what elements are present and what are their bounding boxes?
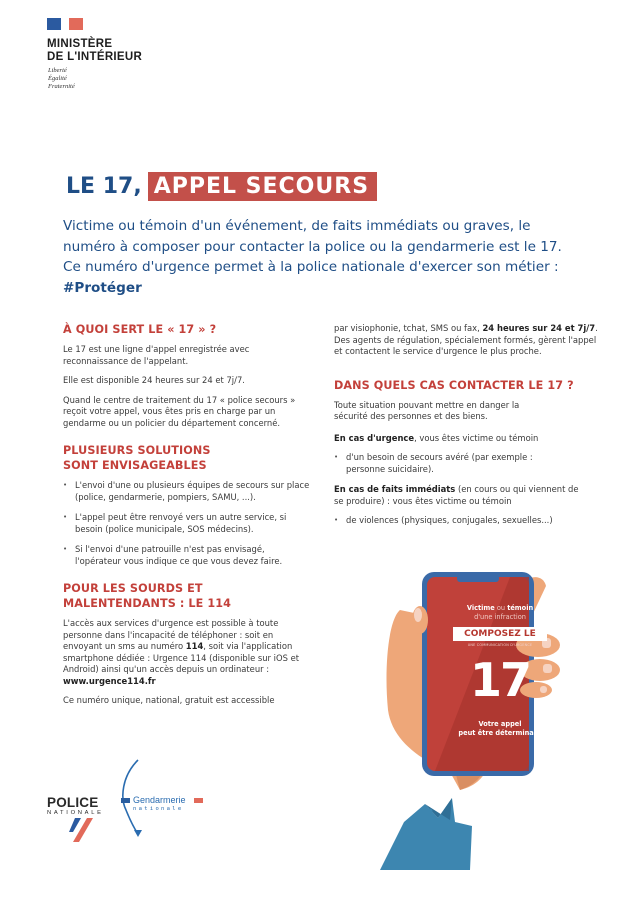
police-line1: POLICE bbox=[47, 795, 99, 810]
solutions-list bbox=[63, 480, 313, 567]
motto-egalite: Égalité bbox=[48, 75, 67, 82]
word-ou: ou bbox=[496, 604, 506, 612]
gendarmerie-blue-bar bbox=[121, 798, 130, 803]
police-stripes-icon bbox=[69, 818, 99, 842]
sleeve-shape bbox=[380, 798, 472, 870]
police-line2: NATIONALE bbox=[47, 810, 104, 816]
lead-text: Victime ou témoin d'un événement, de faits immédiats ou graves, le numéro à composer pour contacter la police ou la gendarmerie est le 17. Ce numéro d'urgence permet à la police nationale d'exercer son métier : bbox=[63, 218, 562, 275]
text: (en cours ou qui viennent de se produire) : vous êtes victime ou témoin bbox=[334, 484, 579, 506]
phone-illustration bbox=[360, 560, 610, 880]
paragraph: Le 17 est une ligne d'appel enregistrée avec reconnaissance de l'appelant. bbox=[63, 344, 250, 366]
phone-notch bbox=[457, 575, 499, 582]
thumb-nail bbox=[414, 608, 422, 622]
bold-text: En cas de faits immédiats bbox=[334, 484, 456, 494]
marianne-flag-icon bbox=[47, 18, 83, 32]
paragraph: Ce numéro unique, national, gratuit est accessible bbox=[63, 695, 275, 705]
button-dot bbox=[428, 809, 433, 814]
phone-bottom-text bbox=[440, 720, 560, 738]
lead-hashtag: #Protéger bbox=[63, 279, 142, 296]
text: , soit via l'application smartphone dédiée : Urgence 114 (disponible sur iOS et Android) ainsi qu'un accès depuis un ordinateur : bbox=[63, 641, 300, 674]
republic-motto bbox=[48, 67, 128, 91]
paragraph: Quand le centre de traitement du 17 « police secours » reçoit votre appel, vous êtes pris en charge par un gendarme ou un policier du département concerné. bbox=[63, 394, 296, 428]
urgence114-link[interactable]: www.urgence114.fr bbox=[63, 675, 156, 686]
word-infraction: d'une infraction bbox=[474, 613, 526, 621]
list-item: • Si l'envoi d'une patrouille n'est pas envisagé, l'opérateur vous indique ce que vous devez faire. bbox=[63, 544, 313, 567]
title-highlight: APPEL SECOURS bbox=[148, 172, 377, 201]
list-item: • L'envoi d'une ou plusieurs équipes de secours sur place (police, gendarmerie, pompiers, SAMU, ...). bbox=[63, 480, 313, 503]
bold-text: En cas d'urgence bbox=[334, 432, 415, 443]
gendarmerie-line2: nationale bbox=[133, 806, 184, 812]
urgence-list bbox=[334, 452, 554, 475]
list-item: • d'un besoin de secours avéré (par exemple : personne suicidaire). bbox=[334, 452, 554, 475]
motto-liberte: Liberté bbox=[48, 67, 67, 74]
phone-victim-text bbox=[440, 604, 560, 622]
phone-compose-label: COMPOSEZ LE bbox=[453, 627, 547, 641]
text: , vous êtes victime ou témoin bbox=[414, 432, 539, 443]
word-victime: Victime bbox=[466, 604, 495, 612]
page-title bbox=[66, 170, 377, 202]
list-item: • de violences (physiques, conjugales, sexuelles...) bbox=[334, 515, 599, 527]
gendarmerie-red-bar bbox=[194, 798, 203, 803]
bottom-line1: Votre appel bbox=[478, 720, 522, 728]
title-number: LE 17, bbox=[66, 173, 142, 199]
text: . Des agents de régulation, spécialement formés, gèrent l'appel et contactent le service d'urgence le plus proche. bbox=[334, 323, 598, 356]
gendarmerie-line1: Gendarmerie bbox=[133, 795, 186, 805]
paragraph-114-continued bbox=[334, 323, 599, 358]
right-column bbox=[334, 323, 599, 536]
lead-paragraph bbox=[63, 216, 583, 298]
phone-number-17: 17 bbox=[469, 653, 530, 707]
ministry-name-line2: DE L'INTÉRIEUR bbox=[47, 51, 143, 63]
sms-number: 114 bbox=[185, 641, 204, 651]
availability: 24 heures sur 24 et 7j/7 bbox=[482, 323, 596, 333]
motto-fraternite: Fraternité bbox=[48, 83, 75, 90]
heading-sourds: POUR LES SOURDS ET MALENTENDANTS : LE 114 bbox=[63, 582, 232, 610]
paragraph-urgence bbox=[334, 433, 599, 445]
heading-dans-quels-cas: DANS QUELS CAS CONTACTER LE 17 ? bbox=[334, 378, 574, 392]
ministry-name bbox=[47, 38, 207, 64]
heading-solutions: PLUSIEURS SOLUTIONS SONT ENVISAGEABLES bbox=[63, 444, 211, 472]
ministry-name-line1: MINISTÈRE bbox=[47, 38, 113, 50]
paragraph: Toute situation pouvant mettre en danger la sécurité des personnes et des biens. bbox=[334, 399, 520, 421]
left-column bbox=[63, 322, 313, 715]
word-temoin: témoin bbox=[507, 604, 534, 612]
paragraph-faits bbox=[334, 484, 579, 507]
paragraph: Elle est disponible 24 heures sur 24 et 7j/7. bbox=[63, 375, 245, 385]
faits-list bbox=[334, 515, 599, 527]
bottom-line2: peut être déterminant bbox=[458, 729, 542, 737]
police-nationale-logo bbox=[47, 796, 117, 817]
list-item: • L'appel peut être renvoyé vers un autre service, si besoin (police municipale, SOS médecins). bbox=[63, 512, 313, 535]
heading-a-quoi-sert: À QUOI SERT LE « 17 » ? bbox=[63, 323, 217, 336]
gendarmerie-nationale-logo bbox=[118, 758, 228, 838]
paragraph-114 bbox=[63, 618, 313, 687]
phone-small-text: UNE COMMUNICATION D'URGENCE bbox=[467, 643, 533, 647]
text: par visiophonie, tchat, SMS ou fax, bbox=[334, 323, 483, 333]
text: L'accès aux services d'urgence est possible à toute personne dans l'incapacité de téléphoner : soit en envoyant un sms au numéro bbox=[63, 618, 279, 651]
